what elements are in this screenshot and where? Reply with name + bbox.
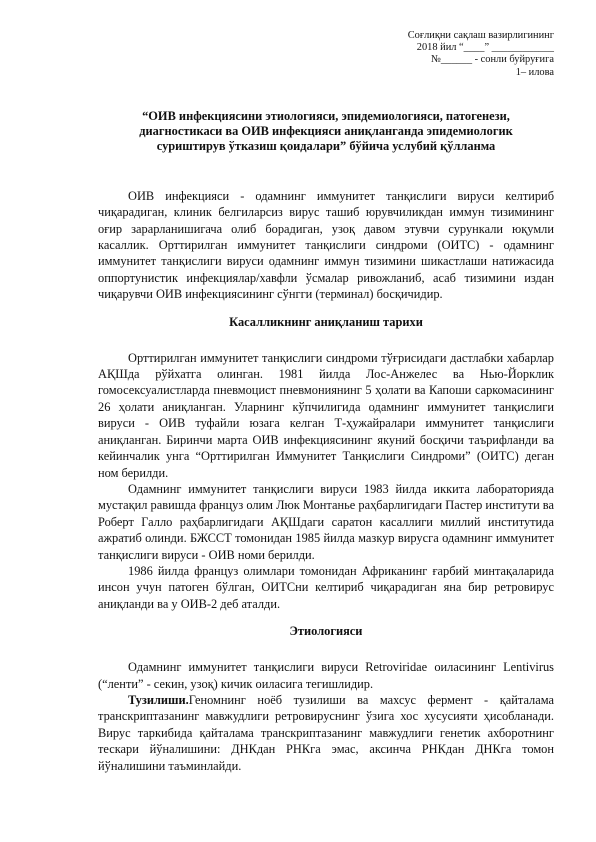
section-title-etiology: Этиологияси xyxy=(289,624,363,639)
etiology-structure-paragraph xyxy=(98,692,554,774)
document-title: “ОИВ инфекциясини этиологияси, эпидемиологияси, патогенези, диагностикаси ва ОИВ инфекцияси аниқланганда эпидемиологик суриштирув ўтказиш қоидалари” бўйича услубий қўлланма xyxy=(139,108,513,153)
approval-header xyxy=(98,30,554,79)
header-line-appendix: 1– илова xyxy=(515,66,554,78)
etiology-paragraph-1: Одамнинг иммунитет танқислиги вируси Retroviridae оиласининг Lentivirus (“ленти” - секин, узоқ) кичик оиласига тегишлидир. xyxy=(98,660,554,691)
header-line-date: 2018 йил “____” ____________ xyxy=(416,42,554,54)
history-paragraph-2: Одамнинг иммунитет танқислиги вируси 1983 йилда иккита лабораторияда мустақил равишда француз олим Люк Монтанье раҳбарлигидаги Пастер институти ва Роберт Галло раҳбарлигидаги АҚШдаги саратон касаллиги миллий институтида ажратиб олинди. БЖССТ томонидан 1985 йилда мазкур вирусга одамнинг иммунитет танқислиги вируси - ОИВ номи берилди. xyxy=(98,481,554,562)
intro-paragraph: ОИВ инфекцияси - одамнинг иммунитет танқислиги вируси келтириб чиқарадиган, клиник белгиларсиз вирус ташиб юрувчиликдан иммун тизимининг оғир зарарланишигача олиб борадиган, узоқ давом этувчи сурункали юқумли касаллик. Орттирилган иммунитет танқислиги синдроми (ОИТС) - одамнинг иммунитет танқислиги вируси одамнинг иммун тизимини шикастлаши натижасида оппортунистик инфекциялар/хавфли ўсмалар ривожланиб, асаб тизимини издан чиқарувчи ОИВ инфекциясининг сўнгги (терминал) босқичидир. xyxy=(98,188,554,302)
header-line-ministry: Соғлиқни сақлаш вазирлигининг xyxy=(407,30,554,41)
structure-text: Геномнинг ноёб тузилиши ва махсус фермент - қайталама транскриптазанинг мавжудлиги ретровируснинг ўзига хос хусусияти ҳисобланади. Вирус таркибида қайталама транскриптазанинг мавжудлиги генетик ахборотнинг тескари йўналишини: ДНКдан РНКга эмас, аксинча РНКдан ДНКга томон йўналишини таъминлайди. xyxy=(98,692,554,773)
structure-run-in-heading: Тузилиши. xyxy=(128,692,189,707)
header-line-order-number: №______ - сонли буйруғига xyxy=(430,54,554,66)
history-paragraph-3: 1986 йилда француз олимлари томонидан Африканинг ғарбий минтақаларида инсон учун патоген бўлган, ОИТСни келтириб чиқарадиган яна бир ретровирус аниқланди ва у ОИВ-2 деб аталди. xyxy=(98,563,554,611)
section-title-history: Касалликнинг аниқланиш тарихи xyxy=(229,314,423,329)
history-paragraph-1: Орттирилган иммунитет танқислиги синдроми тўғрисидаги дастлабки хабарлар АҚШда рўйхатга олинган. 1981 йилда Лос-Анжелес ва Нью-Йорклик гомосексуалистларда пневмоцист пневмониянинг 5 ҳолати ва Капоши саркомасининг 26 ҳолати аниқланган. Уларнинг кўпчилигида одамнинг иммунитет танқислиги вируси - ОИВ туфайли юзага келган Т-ҳужайралари иммунитет танқислиги аниқланган. Биринчи марта ОИВ инфекциясининг якуний босқичи таърифланди ва кейинчалик унга “Орттирилган Иммунитет Танқислиги Синдроми” (ОИТС) деган ном берилди. xyxy=(98,350,554,480)
